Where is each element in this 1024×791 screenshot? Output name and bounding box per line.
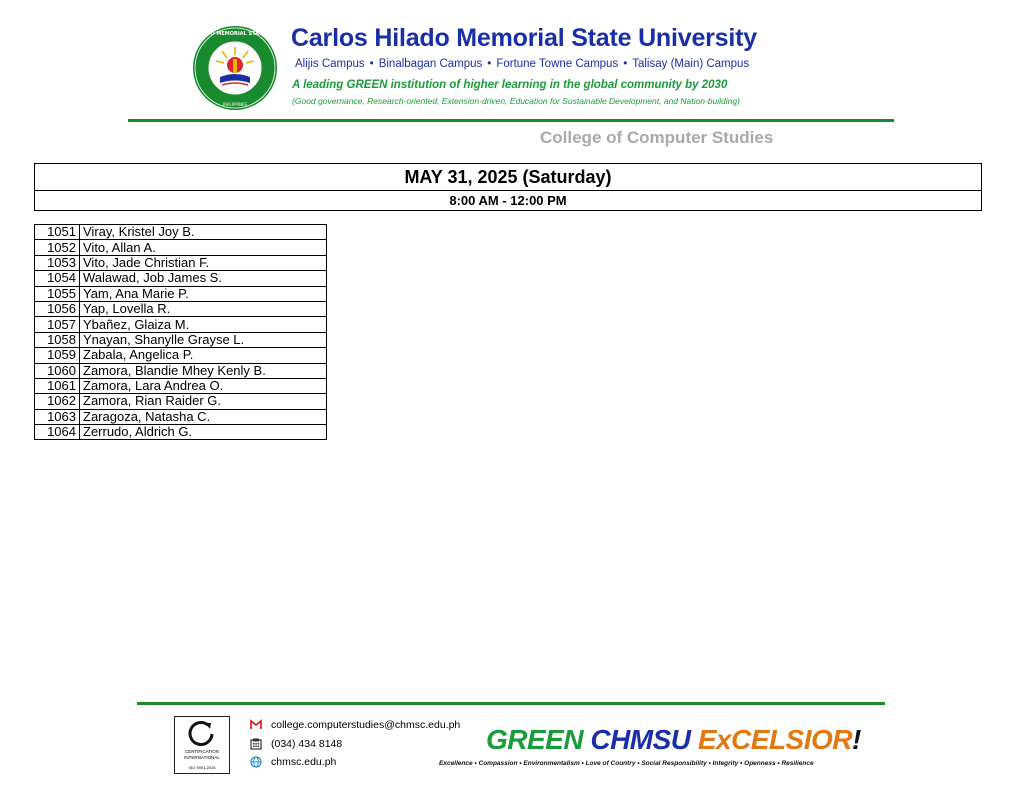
roster-name: Zamora, Rian Raider G. [80, 394, 327, 409]
roster-row [35, 363, 327, 378]
roster-row [35, 332, 327, 347]
college-name: College of Computer Studies [540, 128, 774, 147]
university-seal-logo [169, 25, 301, 111]
motto-word-chmsu: CHMSU [590, 724, 691, 755]
iso-text-certification: CERTIFICATION [184, 749, 220, 754]
campus-item: Talisay (Main) Campus [632, 58, 750, 70]
iso-text-international: INTERNATIONAL [184, 755, 220, 760]
roster-row [35, 240, 327, 255]
roster-number: 1057 [35, 317, 80, 332]
university-motto [486, 724, 861, 756]
roster-name: Ybañez, Glaiza M. [80, 317, 327, 332]
roster-number: 1053 [35, 255, 80, 270]
motto-word-green: GREEN [486, 724, 584, 755]
roster-name: Zabala, Angelica P. [80, 348, 327, 363]
website-link[interactable]: chmsc.edu.ph [271, 756, 337, 768]
phone-text: (034) 434 8148 [271, 738, 343, 750]
roster-number: 1056 [35, 301, 80, 316]
roster-name: Zerrudo, Aldrich G. [80, 425, 327, 440]
schedule-date: MAY 31, 2025 (Saturday) [35, 164, 981, 191]
roster-number: 1052 [35, 240, 80, 255]
seal-bottom-text: PHILIPPINES [222, 102, 248, 107]
roster-name: Zaragoza, Natasha C. [80, 409, 327, 424]
roster-name: Viray, Kristel Joy B. [80, 225, 327, 240]
roster-row [35, 378, 327, 393]
vision-subtext: (Good governance, Research-oriented, Extension-driven, Education for Sustainable Development, and Nation-building) [292, 96, 740, 106]
roster-row [35, 301, 327, 316]
roster-row [35, 271, 327, 286]
motto-exclamation: ! [852, 724, 861, 755]
roster-number: 1059 [35, 348, 80, 363]
campus-list: Alijis Campus • Binalbagan Campus • Fortune Towne Campus • Talisay (Main) Campus [295, 58, 750, 70]
roster-name: Zamora, Blandie Mhey Kenly B. [80, 363, 327, 378]
roster-name: Yam, Ana Marie P. [80, 286, 327, 301]
core-values: Excellence • Compassion • Environmentalism • Love of Country • Social Responsibility • Integrity • Openness • Resilience [439, 760, 814, 767]
roster-row [35, 348, 327, 363]
schedule-banner [34, 163, 982, 211]
phone-icon [250, 738, 262, 750]
roster-number: 1060 [35, 363, 80, 378]
header-divider [128, 119, 894, 122]
roster-number: 1064 [35, 425, 80, 440]
roster-number: 1055 [35, 286, 80, 301]
roster-number: 1062 [35, 394, 80, 409]
university-name: Carlos Hilado Memorial State University [291, 24, 757, 52]
contact-phone [250, 738, 342, 750]
seal-ring-text: CARLOS HILADO MEMORIAL STATE UNIVERSITY [169, 31, 301, 37]
roster-row [35, 409, 327, 424]
iso-logo-icon [188, 720, 216, 748]
roster-name: Zamora, Lara Andrea O. [80, 378, 327, 393]
roster-number: 1061 [35, 378, 80, 393]
email-text: college.computerstudies@chmsc.edu.ph [271, 719, 461, 731]
vision-statement: A leading GREEN institution of higher learning in the global community by 2030 [292, 79, 728, 91]
roster-number: 1054 [35, 271, 80, 286]
roster-number: 1063 [35, 409, 80, 424]
footer-divider [137, 702, 885, 705]
campus-item: Alijis Campus [295, 58, 365, 70]
roster-name: Vito, Jade Christian F. [80, 255, 327, 270]
contact-website [250, 756, 336, 768]
roster-name: Walawad, Job James S. [80, 271, 327, 286]
roster-number: 1051 [35, 225, 80, 240]
gmail-icon [250, 720, 262, 730]
motto-word-excelsior: ExCELSIOR [697, 724, 853, 755]
roster-row [35, 255, 327, 270]
campus-item: Binalbagan Campus [378, 58, 483, 70]
roster-row [35, 286, 327, 301]
campus-item: Fortune Towne Campus [496, 58, 619, 70]
roster-row [35, 225, 327, 240]
contact-email [250, 719, 460, 731]
roster-name: Vito, Allan A. [80, 240, 327, 255]
iso-text-standard: ISO 9001:2015 [188, 765, 216, 770]
schedule-time: 8:00 AM - 12:00 PM [449, 193, 567, 208]
iso-certification-badge [174, 716, 230, 774]
roster-name: Ynayan, Shanylle Grayse L. [80, 332, 327, 347]
roster-name: Yap, Lovella R. [80, 301, 327, 316]
globe-icon [250, 756, 262, 768]
roster-row [35, 394, 327, 409]
roster-number: 1058 [35, 332, 80, 347]
roster-row [35, 317, 327, 332]
roster-row [35, 425, 327, 440]
roster-table [34, 224, 327, 440]
